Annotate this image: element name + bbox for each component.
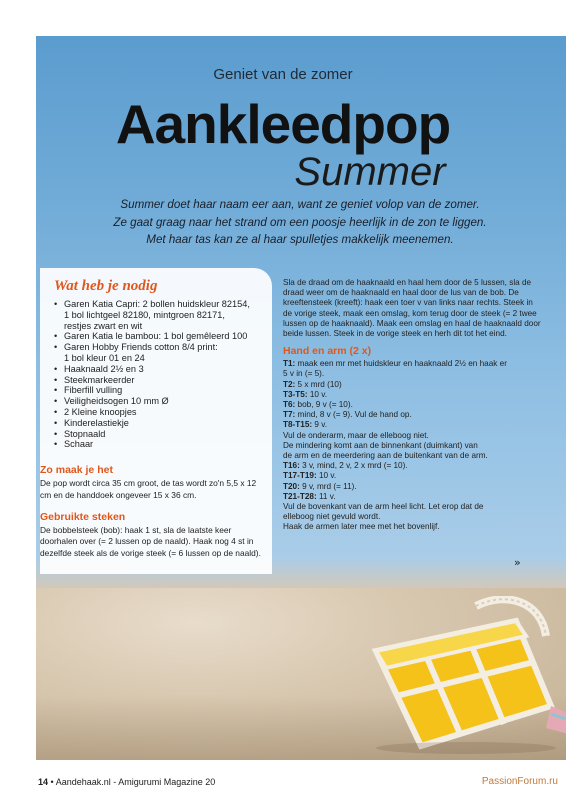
- footer-separator: •: [50, 777, 54, 787]
- pattern-row: [283, 471, 543, 481]
- list-item: • Stopnaald: [54, 429, 266, 440]
- row-text: Vul de onderarm, maar de elleboog niet.: [283, 430, 429, 440]
- pattern-row: [283, 359, 543, 369]
- stitches-text: De bobbelsteek (bob): haak 1 st, sla de laatste keer doorhalen over (= 2 lussen op de naald). Haak nog 4 st in dezelfde steek als de vorige steek (= 6 lussen op de naald).: [40, 524, 261, 558]
- pattern-rows: [283, 359, 543, 532]
- page-number: 14: [38, 777, 49, 787]
- row-label: T3-T5:: [283, 389, 308, 399]
- left-column: [40, 278, 266, 559]
- list-item: • Veiligheidsogen 10 mm Ø: [54, 396, 266, 407]
- pattern-row: [283, 482, 543, 492]
- list-item: 1 bol lichtgeel 82180, mintgroen 82171,: [64, 309, 225, 320]
- pattern-row: [283, 369, 543, 379]
- row-text: Vul de bovenkant van de arm heel licht. Let erop dat de: [283, 502, 484, 512]
- pattern-row: [283, 420, 543, 430]
- kicker: Geniet van de zomer: [213, 66, 353, 83]
- materials-list: [54, 299, 266, 450]
- footer-magazine: - Amigurumi Magazine 20: [110, 777, 216, 787]
- row-label: T7:: [283, 410, 296, 420]
- list-item: • Garen Hobby Friends cotton 8/4 print:: [54, 342, 266, 353]
- list-item: • 2 Kleine knoopjes: [54, 407, 266, 418]
- hand-arm-title: Hand en arm (2 x): [283, 345, 372, 358]
- row-text: 3 v, mind, 2 v, 2 x mrd (= 10).: [299, 461, 408, 471]
- list-item: 1 bol kleur 01 en 24: [64, 352, 145, 363]
- crochet-bag-illustration: [366, 596, 566, 756]
- watermark: PassionForum.ru: [481, 776, 558, 787]
- row-text: 5 v in (= 5).: [283, 369, 325, 379]
- row-label: T1:: [283, 359, 296, 369]
- pattern-row: [283, 502, 543, 512]
- row-label: T21-T28:: [283, 491, 317, 501]
- list-item: restjes zwart en wit: [64, 320, 143, 331]
- pattern-row: [283, 400, 543, 410]
- pattern-row: [283, 390, 543, 400]
- row-text: bob, 9 v (= 10).: [295, 400, 353, 410]
- page-title: Aankleedpop: [115, 93, 451, 155]
- row-text: maak een mr met huidskleur en haaknaald 2½ en haak er: [295, 359, 507, 369]
- footer: [38, 777, 215, 787]
- intro-line: Ze gaat graag naar het strand om een poosje heerlijk in de zon te liggen.: [113, 215, 487, 229]
- row-label: T16:: [283, 461, 300, 471]
- row-label: T8-T15:: [283, 420, 313, 430]
- pattern-row: [283, 441, 543, 451]
- row-text: de arm en de meerdering aan de buitenkant van de arm.: [283, 451, 488, 461]
- pattern-row: [283, 492, 543, 502]
- row-label: T6:: [283, 400, 296, 410]
- intro-line: Met haar tas kan ze al haar spulletjes makkelijk meenemen.: [146, 233, 454, 246]
- list-item: • Steekmarkeerder: [54, 375, 266, 386]
- pattern-row: [283, 522, 543, 532]
- howto-title: Zo maak je het: [40, 464, 113, 477]
- right-column: [283, 278, 543, 533]
- list-item: • Garen Katia Capri: 2 bollen huidskleur 82154,: [54, 299, 266, 310]
- list-item: • Garen Katia le bambou: 1 bol gemêleerd 100: [54, 331, 266, 342]
- row-text: mind, 8 v (= 9). Vul de hand op.: [295, 410, 412, 420]
- list-item: • Kinderelastiekje: [54, 418, 266, 429]
- row-text: De mindering komt aan de binnenkant (duimkant) van: [283, 440, 478, 450]
- row-text: Haak de armen later mee met het bovenlijf.: [283, 522, 440, 532]
- pattern-row: [283, 380, 543, 390]
- row-label: T20:: [283, 481, 300, 491]
- row-label: T2:: [283, 379, 296, 389]
- row-text: 10 v.: [307, 389, 327, 399]
- list-item: • Haaknaald 2½ en 3: [54, 364, 266, 375]
- continue-arrow-icon: »: [514, 556, 521, 569]
- row-text: 10 v.: [316, 471, 337, 481]
- list-item: • Fiberfill vulling: [54, 385, 266, 396]
- pattern-row: [283, 431, 543, 441]
- pattern-row: [283, 451, 543, 461]
- row-text: 5 x mrd (10): [295, 379, 342, 389]
- row-text: 11 v.: [316, 491, 336, 501]
- intro-text: [50, 196, 550, 249]
- row-text: elleboog niet gevuld wordt.: [283, 512, 381, 522]
- stitch-continuation: Sla de draad om de haaknaald en haal hem door de 5 lussen, sla de draad weer om de haaknaald en haal door de lus van de bob. De kreeftensteek (kreeft): haak een toer v van links naar rechts. Steek in de vorige steek, maak een omslag, kom terug door de steek (= 2 twee lussen op de haaknaald). Maak een omslag en haal de haaknaald door beide lussen. Steek in de vorige steek en herh dit tot het eind.: [283, 278, 541, 339]
- pattern-row: [283, 512, 543, 522]
- stitches-title: Gebruikte steken: [40, 510, 126, 523]
- row-label: T17-T19:: [283, 471, 317, 481]
- intro-line: Summer doet haar naam eer aan, want ze geniet volop van de zomer.: [120, 198, 480, 211]
- pattern-row: [283, 410, 543, 420]
- page-subtitle: Summer: [294, 150, 446, 194]
- howto-text: De pop wordt circa 35 cm groot, de tas wordt zo'n 5,5 x 12 cm en de handdoek ongeveer 15 x 36 cm.: [40, 478, 257, 500]
- pattern-row: [283, 461, 543, 471]
- row-text: 9 v, mrd (= 11).: [299, 481, 357, 491]
- footer-site: Aandehaak.nl: [55, 777, 111, 787]
- row-text: 9 v.: [312, 420, 327, 430]
- list-item: • Schaar: [54, 439, 266, 450]
- needs-title: Wat heb je nodig: [54, 278, 158, 294]
